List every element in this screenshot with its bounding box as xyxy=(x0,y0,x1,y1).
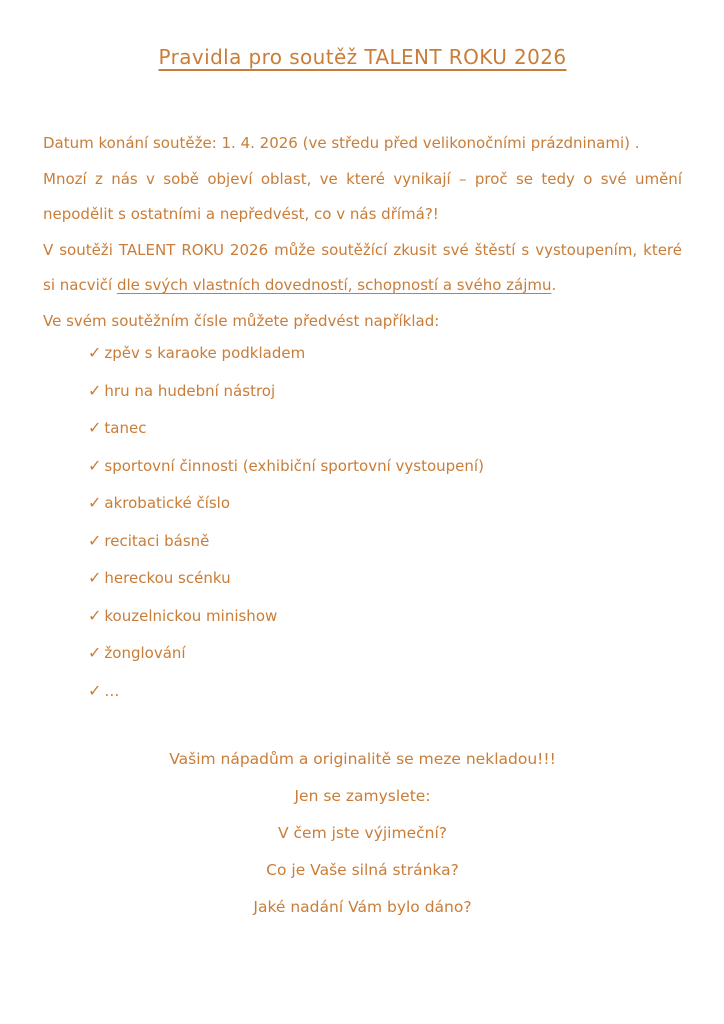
list-item-label: žonglování xyxy=(104,644,186,662)
list-item xyxy=(88,416,682,440)
list-item-label: hereckou scénku xyxy=(104,569,231,587)
list-item xyxy=(88,491,682,515)
checkmark-icon: ✓ xyxy=(88,568,102,587)
checkmark-icon: ✓ xyxy=(88,343,102,362)
list-item xyxy=(88,679,682,703)
list-item-label: recitaci básně xyxy=(104,531,210,550)
list-intro: Ve svém soutěžním čísle můžete předvést například: xyxy=(43,312,440,330)
list-item xyxy=(88,529,682,553)
underlined-phrase: dle svých vlastních dovedností, schopností a svého zájmu xyxy=(116,276,552,294)
closing-line: Vašim nápadům a originalitě se meze nekladou!!! xyxy=(169,749,556,768)
paragraph-date: Datum konání soutěže: 1. 4. 2026 (ve středu před velikonočními prázdninami) . xyxy=(43,134,640,152)
talent-list xyxy=(43,341,682,703)
paragraph-rules-part2: . xyxy=(551,276,557,294)
list-item xyxy=(88,641,682,665)
list-item-label: tanec xyxy=(104,419,147,437)
list-item xyxy=(88,454,682,478)
checkmark-icon: ✓ xyxy=(88,605,102,625)
list-item xyxy=(88,341,682,365)
checkmark-icon: ✓ xyxy=(88,530,102,550)
checkmark-icon: ✓ xyxy=(88,643,102,662)
page-title: Pravidla pro soutěž TALENT ROKU 2026 xyxy=(158,45,567,69)
closing-block xyxy=(43,741,682,926)
list-item xyxy=(88,379,682,403)
list-item-label: sportovní činnosti (exhibiční sportovní vystoupení) xyxy=(104,456,484,475)
list-item-label: hru na hudební nástroj xyxy=(104,381,276,400)
list-item-label: akrobatické číslo xyxy=(104,494,231,512)
list-item xyxy=(88,566,682,590)
list-item xyxy=(88,604,682,628)
checkmark-icon: ✓ xyxy=(88,380,102,400)
paragraph-rules-part1: V soutěži TALENT ROKU 2026 může soutěžící zkusit své štěstí s vystoupením, které si nacvičí xyxy=(43,241,682,294)
checkmark-icon: ✓ xyxy=(88,493,102,512)
paragraph-rules xyxy=(43,233,682,303)
closing-line: Jaké nadání Vám bylo dáno? xyxy=(253,897,472,916)
closing-line: Co je Vaše silná stránka? xyxy=(266,860,459,879)
list-item-label: … xyxy=(104,681,120,700)
list-item-label: zpěv s karaoke podkladem xyxy=(104,344,306,362)
list-item-label: kouzelnickou minishow xyxy=(104,606,278,625)
checkmark-icon: ✓ xyxy=(88,680,102,700)
checkmark-icon: ✓ xyxy=(88,418,102,437)
checkmark-icon: ✓ xyxy=(88,455,102,475)
closing-line: V čem jste výjimeční? xyxy=(277,823,447,842)
paragraph-intro: Mnozí z nás v sobě objeví oblast, ve které vynikají – proč se tedy o své umění nepodělit s ostatními a nepředvést, co v nás dřímá?! xyxy=(43,170,682,223)
closing-line: Jen se zamyslete: xyxy=(294,786,431,805)
